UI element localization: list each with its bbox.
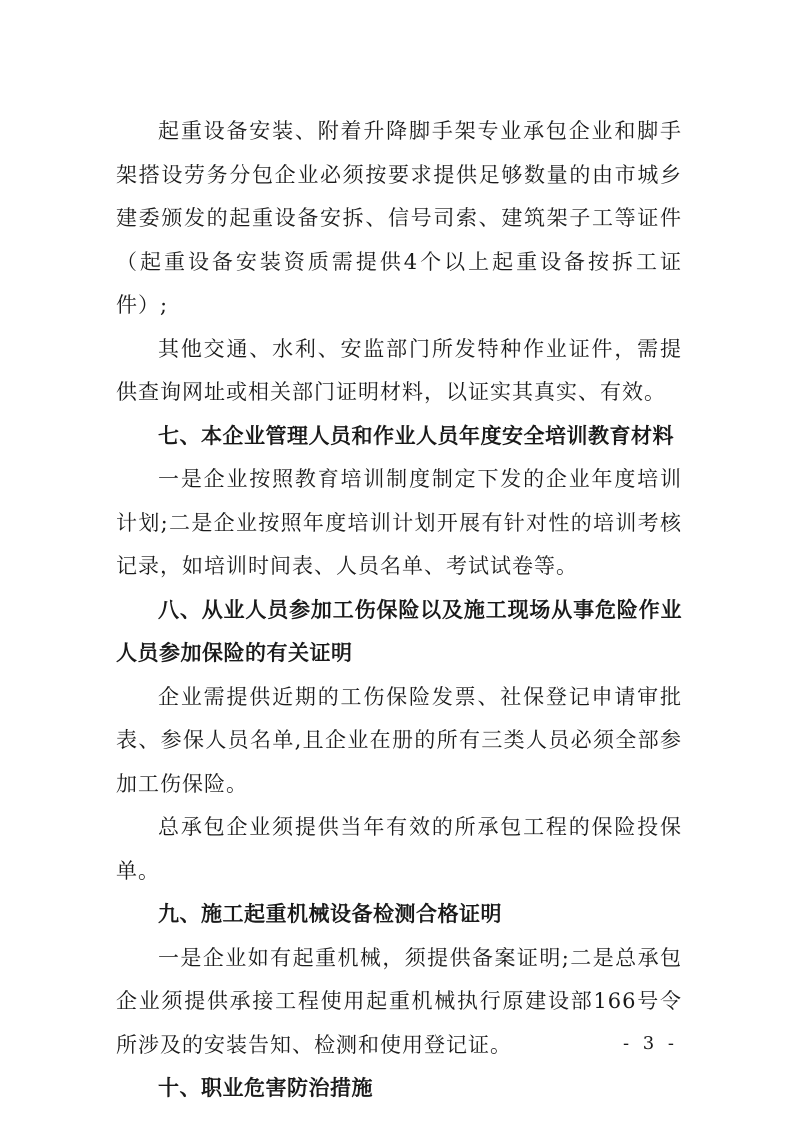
heading-section-7-training: 七、本企业管理人员和作业人员年度安全培训教育材料 [158, 423, 674, 448]
document-body [116, 110, 682, 1111]
heading-section-8-insurance: 八、从业人员参加工伤保险以及施工现场从事危险作业人员参加保险的有关证明 [116, 597, 682, 665]
paragraph-general-contractor-insurance: 总承包企业须提供当年有效的所承包工程的保险投保单。 [116, 815, 682, 883]
paragraph-insurance-documents: 企业需提供近期的工伤保险发票、社保登记申请审批表、参保人员名单,且企业在册的所有三类人员必须全部参加工伤保险。 [116, 684, 682, 796]
page-number: - 3 - [622, 1033, 678, 1054]
heading-section-9-equipment-inspection: 九、施工起重机械设备检测合格证明 [158, 902, 502, 926]
paragraph-training-plan: 一是企业按照教育培训制度制定下发的企业年度培训计划;二是企业按照年度培训计划开展有针对性的培训考核记录，如培训时间表、人员名单、考试试卷等。 [116, 467, 682, 578]
heading-section-10-occupational-hazards: 十、职业危害防治措施 [158, 1076, 373, 1100]
paragraph-equipment-registration: 一是企业如有起重机械，须提供备案证明;二是总承包企业须提供承接工程使用起重机械执行原建设部166号令所涉及的安装告知、检测和使用登记证。 [116, 945, 682, 1057]
paragraph-lifting-equipment-certificates: 起重设备安装、附着升降脚手架专业承包企业和脚手架搭设劳务分包企业必须按要求提供足够数量的由市城乡建委颁发的起重设备安拆、信号司索、建筑架子工等证件（起重设备安装资质需提供4个以上起重设备按拆工证件）; [116, 119, 682, 317]
paragraph-special-operation-certificates: 其他交通、水利、安监部门所发特种作业证件，需提供查询网址或相关部门证明材料，以证实其真实、有效。 [116, 336, 682, 404]
